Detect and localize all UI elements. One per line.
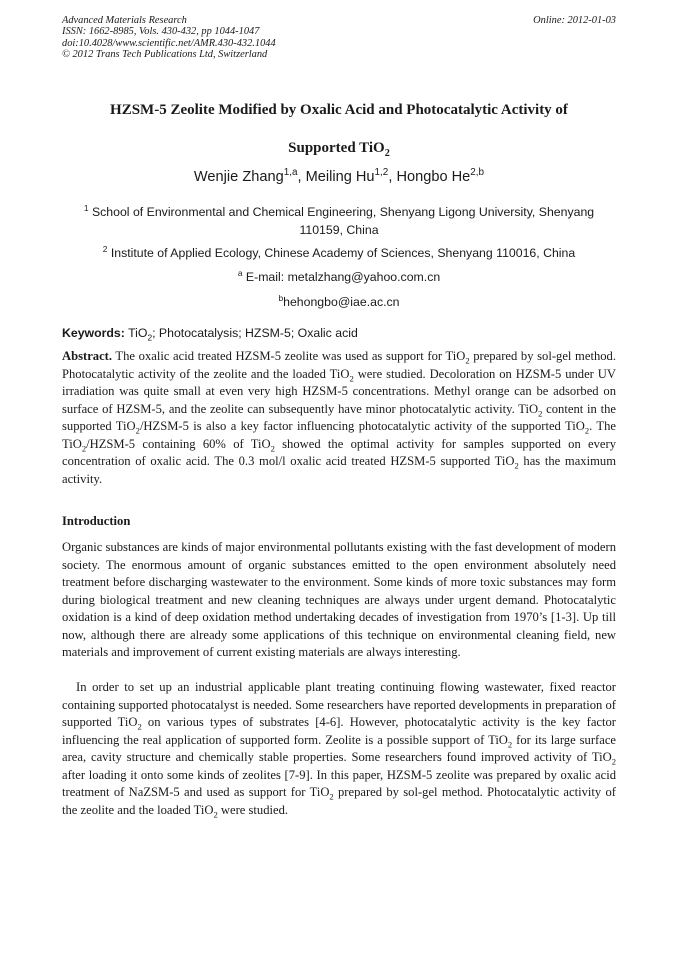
title-line-2-text: Supported TiO: [288, 140, 385, 156]
affiliation-text: School of Environmental and Chemical Engineering, Shenyang Ligong University, Shenyang 110159, China: [91, 205, 595, 237]
title-subscript: 2: [384, 148, 390, 159]
journal-name: Advanced Materials Research: [62, 15, 187, 26]
doi-line: doi:10.4028/www.scientific.net/AMR.430-432.1044: [62, 37, 276, 49]
chemical-subscript: 2: [611, 756, 616, 767]
chemical-subscript: 2: [514, 460, 519, 471]
chemical-subscript: 2: [538, 408, 543, 419]
chemical-subscript: 2: [465, 355, 470, 366]
author-name: Hongbo He: [396, 169, 471, 185]
author-separator: ,: [388, 169, 397, 185]
abstract-body: The oxalic acid treated HZSM-5 zeolite was used as support for TiO$_2$ prepared by sol-gel method. Photocatalytic activity of the zeolite and the loaded TiO$_2$ were studied. Decoloration on HZSM-5 under UV irradiation was quite small at even very high HZSM-5 concentrations. Methyl orange can be adsorbed on surface of HZSM-5, and the zeolite can subsequently have minor photocatalytic activity. TiO$_2$ content in the supported TiO$_2$/HZSM-5 is also a key factor influencing photocatalytic activity of the supported TiO$_2$. The TiO$_2$/HZSM-5 containing 60% of TiO$_2$ showed the optimal activity for samples supported on every concentration of oxalic acid. The 0.3 mol/l oxalic acid treated HZSM-5 supported TiO$_2$ has the maximum activity.: [62, 349, 617, 486]
email-text: E-mail: metalzhang@yahoo.com.cn: [245, 270, 441, 284]
abstract-paragraph: [62, 348, 616, 488]
chemical-subscript: 2: [137, 721, 142, 732]
journal-header: [62, 15, 616, 60]
author-affiliation-mark: 1,a: [283, 167, 298, 179]
abstract-label: Abstract.: [62, 349, 113, 363]
chemical-subscript: 2: [135, 425, 140, 436]
keywords-line: [62, 324, 616, 342]
chemical-subscript: 2: [213, 809, 218, 820]
keyword-subscript: 2: [147, 332, 153, 343]
keyword-tio2: TiO: [128, 326, 148, 340]
affiliation-1: [62, 203, 616, 239]
affiliation-mark: 2: [102, 243, 108, 254]
paper-title: [62, 91, 616, 167]
chemical-subscript: 2: [270, 443, 275, 454]
email-1: [62, 268, 616, 286]
author-name: Meiling Hu: [305, 169, 375, 185]
issn-line: ISSN: 1662-8985, Vols. 430-432, pp 1044-1047: [62, 26, 260, 38]
title-line-1: HZSM-5 Zeolite Modified by Oxalic Acid and Photocatalytic Activity of: [110, 102, 568, 118]
introduction-paragraph-1: Organic substances are kinds of major environmental pollutants existing with the fast development of modern society. The enormous amount of organic substances emitted to the open environment absolutely need treatment before discharging wastewater to the environment. Some kinds of more toxic substances may form during biological treatment and new cleaning techniques are always under urgent demand. Photocatalytic oxidation is a kind of deep oxidation method undertaking decades of investigation from 1970’s [1-3]. Up till now, although there are already some applications of this technique on environmental cleaning field, new materials and improvement of current existing materials are always interesting.: [62, 540, 616, 659]
chemical-subscript: 2: [584, 425, 590, 436]
author-affiliation-mark: 1,2: [374, 167, 389, 179]
author-separator: ,: [297, 169, 306, 185]
author-list: [62, 168, 616, 186]
email-text: hehongbo@iae.ac.cn: [283, 295, 400, 309]
author-name: Wenjie Zhang: [193, 169, 284, 185]
title-line-2: [62, 129, 616, 167]
author-affiliation-mark: 2,b: [470, 167, 485, 179]
affiliation-2: [62, 244, 616, 262]
introduction-heading: Introduction: [62, 514, 131, 528]
chemical-subscript: 2: [507, 739, 513, 750]
introduction-paragraph-2: In order to set up an industrial applicable plant treating continuing flowing wastewater, fixed reactor containing supported photocatalyst is needed. Some researchers have reported developments in preparation of supported TiO$_2$ on various types of substrates [4-6]. However, photocatalytic activity is the key factor influencing the real application of supported form. Zeolite is a possible support of TiO$_2$ for its large surface area, cavity structure and chemically stable properties. Some researchers found improved activity of TiO$_2$ after loading it onto some kinds of zeolites [7-9]. In this paper, HZSM-5 zeolite was prepared by oxalic acid treatment of NaZSM-5 and used as support for TiO$_2$ prepared by sol-gel method. Photocatalytic activity of the zeolite and the loaded TiO$_2$ were studied.: [62, 680, 617, 820]
affiliation-text: Institute of Applied Ecology, Chinese Academy of Sciences, Shenyang 110016, China: [110, 246, 576, 260]
affiliation-mark: 1: [83, 202, 89, 213]
keywords-label: Keywords:: [62, 326, 125, 340]
online-date: Online: 2012-01-03: [533, 15, 616, 26]
copyright-line: © 2012 Trans Tech Publications Ltd, Switzerland: [62, 48, 268, 60]
email-2: [62, 293, 616, 311]
chemical-subscript: 2: [329, 791, 334, 802]
email-mark: a: [237, 267, 243, 278]
chemical-subscript: 2: [349, 373, 354, 384]
email-mark: b: [278, 292, 284, 303]
chemical-subscript: 2: [81, 443, 87, 454]
keywords-rest: ; Photocatalysis; HZSM-5; Oxalic acid: [152, 326, 358, 340]
